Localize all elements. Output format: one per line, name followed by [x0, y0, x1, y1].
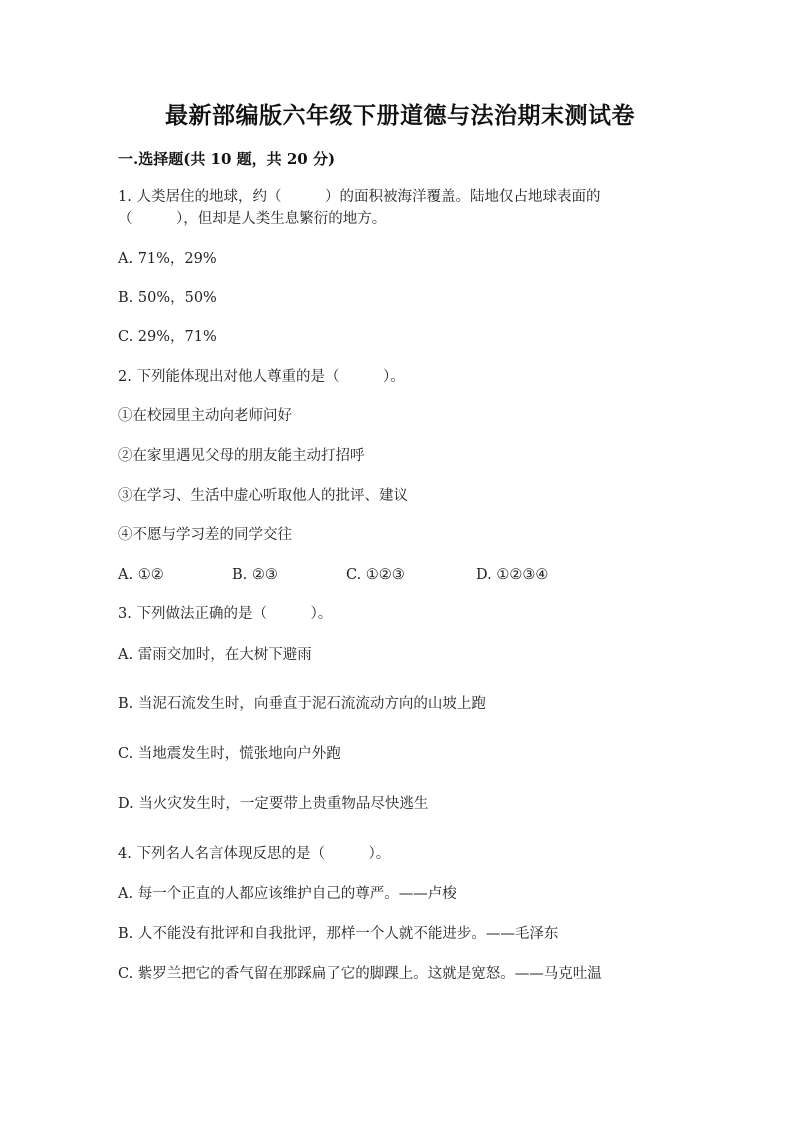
section-heading: 一.选择题(共 10 题，共 20 分): [118, 150, 336, 168]
question-2-statement-2: ②在家里遇见父母的朋友能主动打招呼: [118, 448, 365, 464]
question-3-option-a: A. 雷雨交加时，在大树下避雨: [118, 647, 312, 663]
question-2-statement-1: ①在校园里主动向老师问好: [118, 408, 292, 424]
question-2-stem: 2. 下列能体现出对他人尊重的是（ ）。: [118, 369, 405, 385]
question-4-stem: 4. 下列名人名言体现反思的是（ ）。: [118, 846, 391, 862]
question-3-option-c: C. 当地震发生时，慌张地向户外跑: [118, 746, 341, 762]
question-4-option-a: A. 每一个正直的人都应该维护自己的尊严。——卢梭: [118, 886, 457, 902]
question-4-option-b: B. 人不能没有批评和自我批评，那样一个人就不能进步。——毛泽东: [118, 926, 559, 942]
question-1-option-c: C. 29%，71%: [118, 329, 217, 345]
question-3-option-d: D. 当火灾发生时，一定要带上贵重物品尽快逃生: [118, 796, 429, 812]
question-1-option-a: A. 71%，29%: [118, 251, 217, 267]
question-1-option-b: B. 50%，50%: [118, 290, 217, 306]
question-2-option-c: C. ①②③: [346, 567, 405, 583]
question-1-stem: 1. 人类居住的地球，约（ ）的面积被海洋覆盖。陆地仅占地球表面的（ ），但却是人类生息繁衍的地方。: [118, 189, 601, 227]
question-2-statement-4: ④不愿与学习差的同学交往: [118, 527, 292, 543]
question-3-option-b: B. 当泥石流发生时，向垂直于泥石流流动方向的山坡上跑: [118, 696, 486, 712]
question-2-option-d: D. ①②③④: [476, 567, 549, 583]
question-4-option-c: C. 紫罗兰把它的香气留在那踩扁了它的脚踝上。这就是宽怒。——马克吐温: [118, 966, 602, 982]
page-title: 最新部编版六年级下册道德与法治期末测试卷: [165, 102, 635, 129]
question-2-statement-3: ③在学习、生活中虚心听取他人的批评、建议: [118, 488, 408, 504]
question-2-option-b: B. ②③: [232, 567, 278, 583]
question-2-option-a: A. ①②: [118, 567, 164, 583]
question-3-stem: 3. 下列做法正确的是（ ）。: [118, 606, 333, 622]
